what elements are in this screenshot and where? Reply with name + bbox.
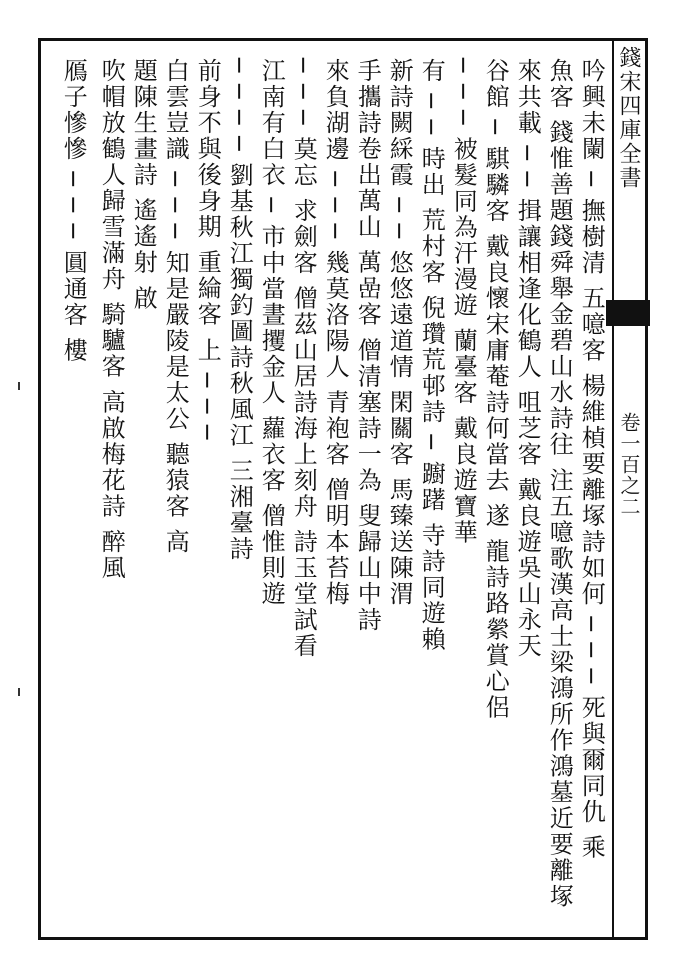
text-column-6: 有 ─ ─ 時出 荒村客 倪瓚荒邨詩 ─ 躕躇 寺詩同遊賴 [417, 58, 446, 653]
text-column-15: 題陳生畫詩 遙遙射 啟 [129, 58, 158, 312]
text-column-3: 來共載 ─ ─ 揖讓相逢化鶴人 咀芝客 戴良遊吳山永天 [513, 58, 542, 660]
text-column-12: ─ ─ ─ ─ 劉基秋江獨釣圖詩秋風江 三湘臺詩 [225, 58, 254, 562]
text-column-8: 手攜詩卷出萬山 萬嵒客 僧清塞詩一為 叟歸山中詩 [353, 58, 382, 633]
volume-label: 卷一百之二 [617, 412, 641, 517]
margin-mark [18, 688, 20, 696]
text-column-16: 吹帽放鶴人歸雪滿舟 騎驢客 高啟梅花詩 醉風 [97, 58, 126, 581]
text-column-11: 江南有白衣 ─ 市中當晝攫金人 蘿衣客 僧惟則遊 [257, 58, 286, 607]
fish-tail-mark [606, 300, 650, 326]
running-title: 錢宋四庫全書 [616, 46, 641, 190]
text-column-4: 谷館 ─ 騏驎客 戴良懷宋庸菴詩何當去 遂 龍詩路縈賞心侶 [481, 58, 510, 721]
text-column-1: 吟興未闌 ─ 撫樹清 五噫客 楊維楨要離塚詩如何 ─ ─ ─ 死與爾同仇 乘 [577, 58, 606, 861]
text-column-2: 魚客 錢惟善題錢舜舉金碧山水詩往 注五噫歌漢高士梁鴻所作鴻墓近要離塚 [545, 58, 574, 910]
text-column-13: 前身不與後身期 重綸客 上 ─ ─ ─ [193, 58, 222, 442]
text-column-7: 新詩闕綵霞 ─ ─ 悠悠遠道情 閑關客 馬臻送陳渭 [385, 58, 414, 608]
text-column-5: ─ ─ ─ 被髮同為汗漫遊 蘭臺客 戴良遊寶華 [449, 58, 478, 546]
text-column-14: 白雲豈識 ─ ─ ─ 知是嚴陵是太公 聽猿客 高 [161, 58, 190, 556]
text-column-17: 鴈子慘慘 ─ ─ ─ 圓通客 樓 [59, 58, 88, 364]
text-column-9: 來負湖邊 ─ ─ ─ 幾莫洛陽人 青袍客 僧明本苔梅 [321, 58, 350, 608]
margin-mark [18, 382, 20, 390]
text-column-10: ─ ─ ─ 莫忘 求劍客 僧茲山居詩海上刻舟 詩玉堂試看 [289, 58, 318, 660]
